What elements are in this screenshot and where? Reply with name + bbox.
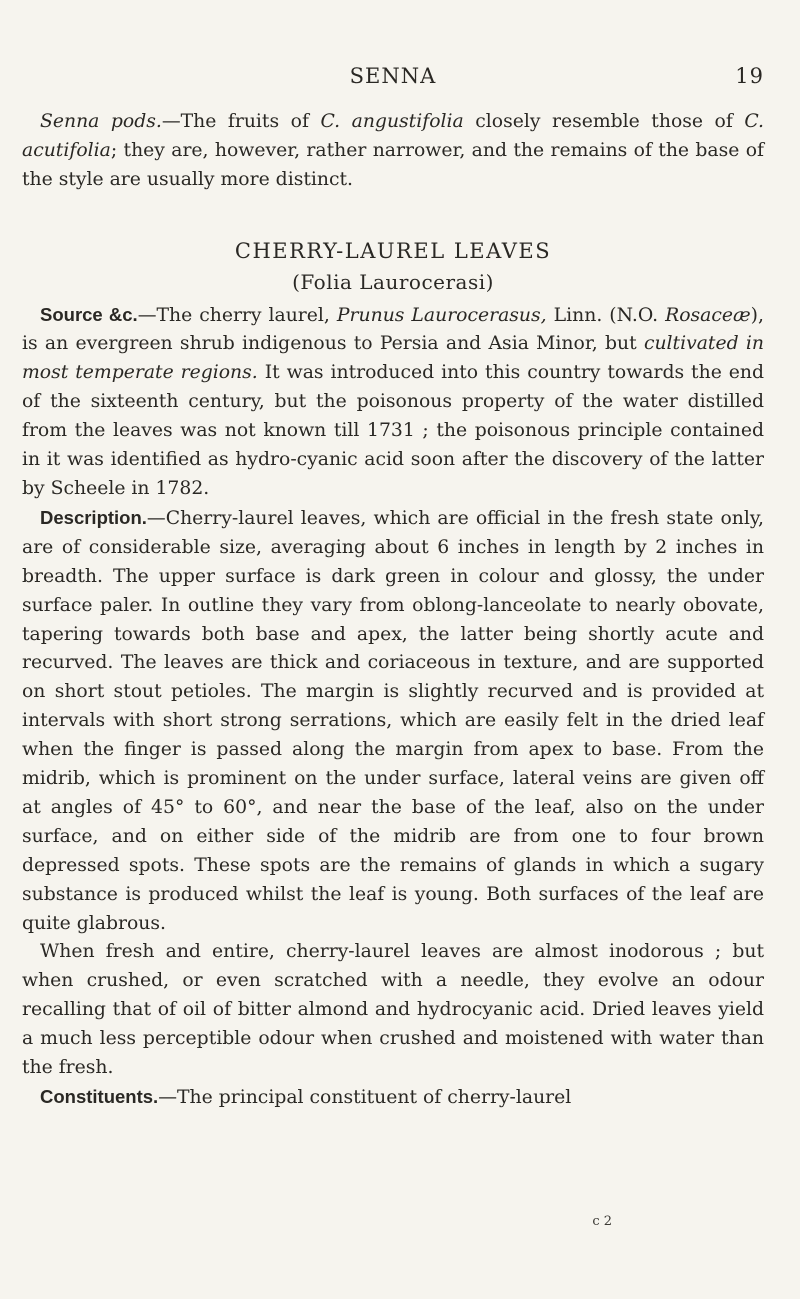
section-subheading: (Folia Laurocerasi) xyxy=(292,269,494,294)
natural-order: Rosaceæ xyxy=(665,304,751,326)
cultivated-regions: cultivated in most temperate regions. xyxy=(22,333,764,384)
paragraph-senna-pods xyxy=(22,108,764,195)
running-title: SENNA xyxy=(349,64,437,88)
constituents-label: Constituents. xyxy=(40,1086,159,1107)
constituents-text: —The principal constituent of cherry-laurel xyxy=(158,1087,572,1108)
description-label: Description. xyxy=(40,506,147,528)
page-number: 19 xyxy=(735,64,764,88)
paragraph-source xyxy=(22,301,764,504)
source-text-4: It was introduced into this country towards the end of the sixteenth century, but the poisonous property of the water distilled from the leaves was not known till 1731 ; the poisonous principle contained in it was identified as hydro-cyanic acid soon after the discovery of the latter by Scheele in 1782. xyxy=(22,362,764,499)
body-text xyxy=(22,108,764,1113)
book-page xyxy=(22,0,764,1299)
paragraph-description xyxy=(22,504,764,939)
species-acutifolia: C. acutifolia xyxy=(22,111,764,161)
source-text-3: ), is an evergreen shrub indigenous to Persia and Asia Minor, but xyxy=(22,304,764,355)
senna-pods-lead: Senna pods. xyxy=(40,111,162,132)
source-text-1: —The cherry laurel, xyxy=(137,304,337,326)
signature-mark: c 2 xyxy=(592,1214,612,1229)
description-text: —Cherry-laurel leaves, which are official in the fresh state only, are of considerable size, averaging about 6 inches in length by 2 inches in breadth. The upper surface is dark green in colour and glossy, the under surface paler. In outline they vary from oblong-lanceolate to nearly obovate, tapering towards both base and apex, the latter being shortly acute and recurved. The leaves are thick and coriaceous in texture, and are supported on short stout petioles. The margin is slightly recurved and is provided at intervals with short strong serrations, which are easily felt in the dried leaf when the finger is passed along the margin from apex to base. From the midrib, which is prominent on the under surface, lateral veins are given off at angles of 45° to 60°, and near the base of the leaf, also on the under surface, and on either side of the midrib are from one to four brown depressed spots. These spots are the remains of glands in which a sugary substance is produced whilst the leaf is young. Both surfaces of the leaf are quite glabrous. xyxy=(22,507,764,934)
source-text-2: Linn. (N.O. xyxy=(546,304,666,326)
botanical-name: Prunus Laurocerasus, xyxy=(336,304,547,326)
paragraph-odour xyxy=(22,938,764,1083)
odour-text: When fresh and entire, cherry-laurel leaves are almost inodorous ; but when crushed, or even scratched with a needle, they evolve an odour recalling that of oil of bitter almond and hydrocyanic acid. Dried leaves yield a much less perceptible odour when crushed and moistened with water than the fresh. xyxy=(22,941,764,1079)
running-head xyxy=(22,64,764,96)
source-label: Source &c. xyxy=(40,303,138,325)
senna-pods-text-2: closely resemble those of xyxy=(463,111,745,132)
species-angustifolia: C. angustifolia xyxy=(320,111,464,132)
senna-pods-text-3: ; they are, however, rather narrower, and the remains of the base of the style are usually more distinct. xyxy=(22,139,764,190)
paragraph-constituents xyxy=(22,1083,764,1113)
senna-pods-text-1: —The fruits of xyxy=(161,111,321,132)
section-heading: CHERRY-LAUREL LEAVES xyxy=(234,238,552,263)
